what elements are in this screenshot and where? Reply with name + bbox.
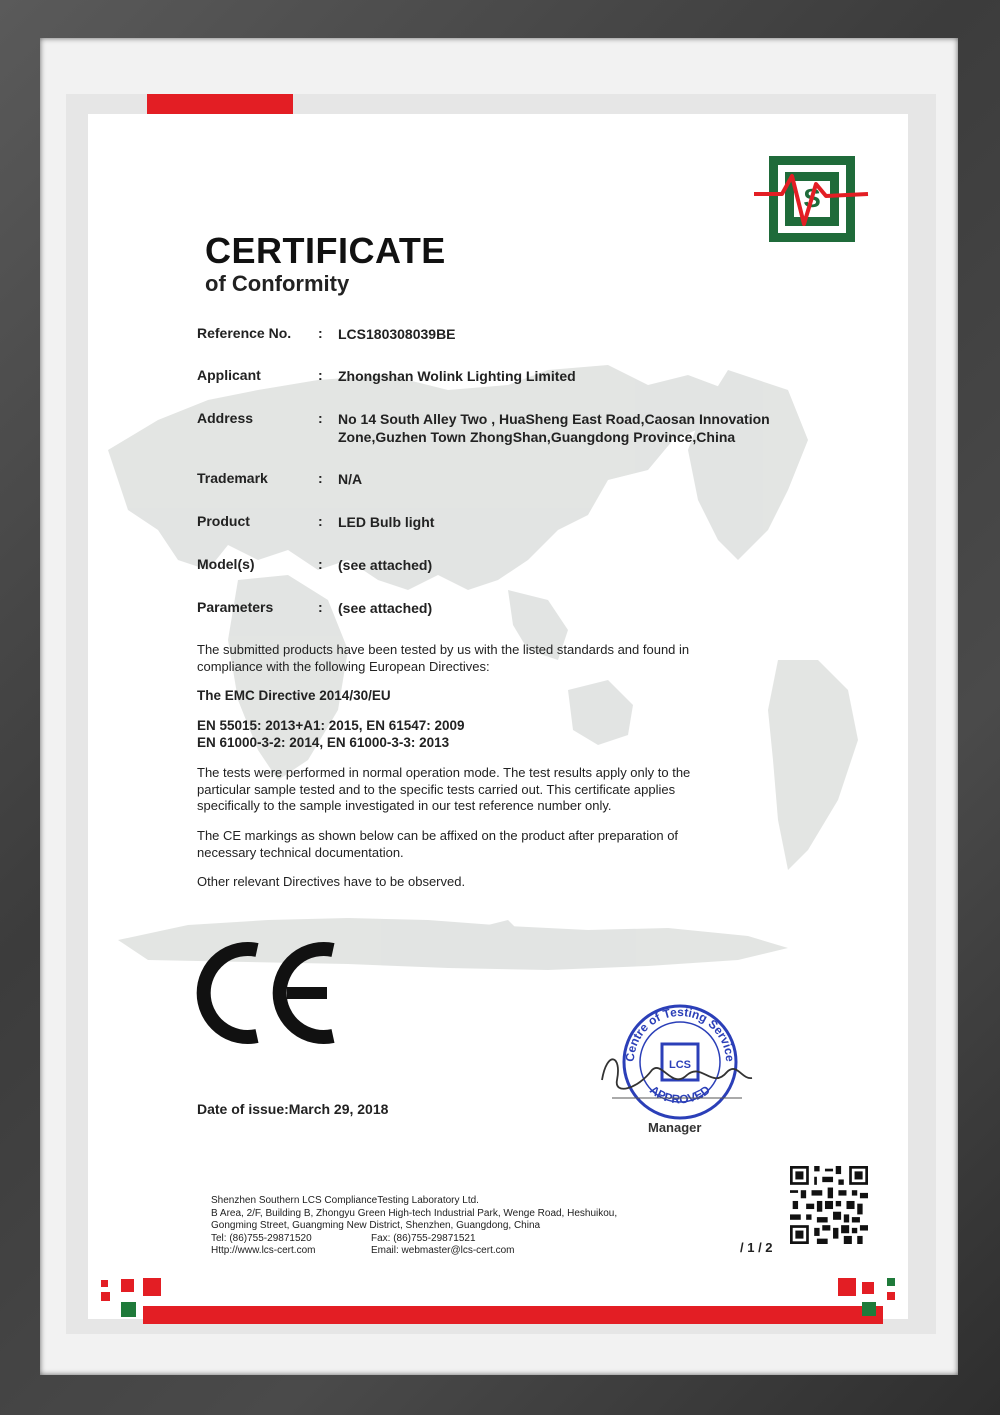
stamp-top-text: Centre of Testing Service xyxy=(622,1004,738,1063)
field-colon: : xyxy=(318,410,323,426)
field-colon: : xyxy=(318,325,323,341)
footer-web-row xyxy=(211,1245,617,1258)
corner-square xyxy=(121,1279,134,1292)
field-colon: : xyxy=(318,367,323,383)
manager-label: Manager xyxy=(648,1120,702,1135)
lcs-logo-icon xyxy=(752,154,870,244)
footer-line: B Area, 2/F, Building B, Zhongyu Green High-tech Industrial Park, Wenge Road, Heshuikou, xyxy=(211,1207,618,1219)
field-label: Applicant xyxy=(197,367,261,383)
directive-title: The EMC Directive 2014/30/EU xyxy=(197,688,391,703)
corner-square xyxy=(101,1280,108,1287)
footer-fax: Fax: (86)755-29871521 xyxy=(371,1232,476,1244)
corner-square xyxy=(838,1278,856,1296)
svg-text:APPROVED xyxy=(647,1083,713,1107)
field-value: LCS180308039BE xyxy=(338,326,456,342)
ce-mark-icon xyxy=(195,938,340,1048)
field-label: Reference No. xyxy=(197,325,292,341)
field-value: (see attached) xyxy=(338,557,433,573)
date-of-issue: Date of issue:March 29, 2018 xyxy=(197,1101,389,1117)
ce-marking-paragraph xyxy=(197,828,757,861)
corner-square xyxy=(101,1292,110,1301)
corner-square xyxy=(887,1278,895,1286)
intro-line-2: compliance with the following European Directives: xyxy=(197,658,490,674)
footer-email: Email: webmaster@lcs-cert.com xyxy=(371,1245,515,1256)
address-line-2: Zone,Guzhen Town ZhongShan,Guangdong Province,China xyxy=(338,429,736,445)
tests-paragraph xyxy=(197,765,757,815)
corner-square xyxy=(121,1302,136,1317)
stamp-logo-text: LCS xyxy=(669,1059,691,1071)
red-accent-bar-bottom xyxy=(143,1306,883,1324)
svg-text:S: S xyxy=(803,183,821,213)
certificate-title: CERTIFICATE xyxy=(205,230,446,271)
field-colon: : xyxy=(318,470,323,486)
field-colon: : xyxy=(318,599,323,615)
address-line-1: No 14 South Alley Two , HuaSheng East Road,Caosan Innovation xyxy=(338,411,770,427)
red-accent-bar-top xyxy=(147,94,293,114)
other-directives: Other relevant Directives have to be observed. xyxy=(197,874,466,889)
field-value xyxy=(338,410,808,446)
tests-line-1: The tests were performed in normal operation mode. The test results apply only to the xyxy=(197,765,691,780)
stamp-bottom-text: APPROVED xyxy=(647,1082,713,1107)
ce-line-2: necessary technical documentation. xyxy=(197,844,404,860)
corner-square xyxy=(862,1282,874,1294)
qr-code-icon xyxy=(790,1166,868,1244)
field-label: Trademark xyxy=(197,470,268,486)
intro-line-1: The submitted products have been tested by us with the listed standards and found in xyxy=(197,642,690,657)
corner-square xyxy=(143,1278,161,1296)
field-value: (see attached) xyxy=(338,600,433,616)
field-label: Address xyxy=(197,410,254,426)
standards-line-1: EN 55015: 2013+A1: 2015, EN 61547: 2009 xyxy=(197,718,465,733)
field-label: Model(s) xyxy=(197,556,255,572)
approval-stamp-icon xyxy=(592,1000,762,1125)
intro-paragraph xyxy=(197,642,757,675)
footer-website: Http://www.lcs-cert.com xyxy=(211,1245,316,1256)
footer-tel: Tel: (86)755-29871520 xyxy=(211,1232,312,1244)
standards-list xyxy=(197,718,757,751)
ce-line-1: The CE markings as shown below can be affixed on the product after preparation of xyxy=(197,828,679,843)
tests-line-2: particular sample tested and to the specific tests carried out. This certificate applies xyxy=(197,781,676,797)
standards-line-2: EN 61000-3-2: 2014, EN 61000-3-3: 2013 xyxy=(197,734,450,750)
svg-text:Centre of Testing Service xyxy=(623,1005,737,1063)
corner-square xyxy=(887,1292,895,1300)
field-value: Zhongshan Wolink Lighting Limited xyxy=(338,368,576,384)
tests-line-3: specifically to the sample investigated in our test reference number only. xyxy=(197,798,612,813)
footer-contact-row xyxy=(211,1233,617,1246)
field-label: Parameters xyxy=(197,599,274,615)
certificate-subtitle: of Conformity xyxy=(205,271,350,296)
field-colon: : xyxy=(318,513,323,529)
lab-contact-footer xyxy=(211,1195,617,1258)
footer-line: Shenzhen Southern LCS ComplianceTesting Laboratory Ltd. xyxy=(211,1195,479,1206)
footer-line: Gongming Street, Guangming New District, Shenzhen, Guangdong, China xyxy=(211,1220,541,1231)
field-value: N/A xyxy=(338,471,363,487)
corner-square xyxy=(862,1302,876,1316)
page-number: / 1 / 2 xyxy=(740,1240,773,1255)
field-value: LED Bulb light xyxy=(338,514,435,530)
field-colon: : xyxy=(318,556,323,572)
field-label: Product xyxy=(197,513,250,529)
